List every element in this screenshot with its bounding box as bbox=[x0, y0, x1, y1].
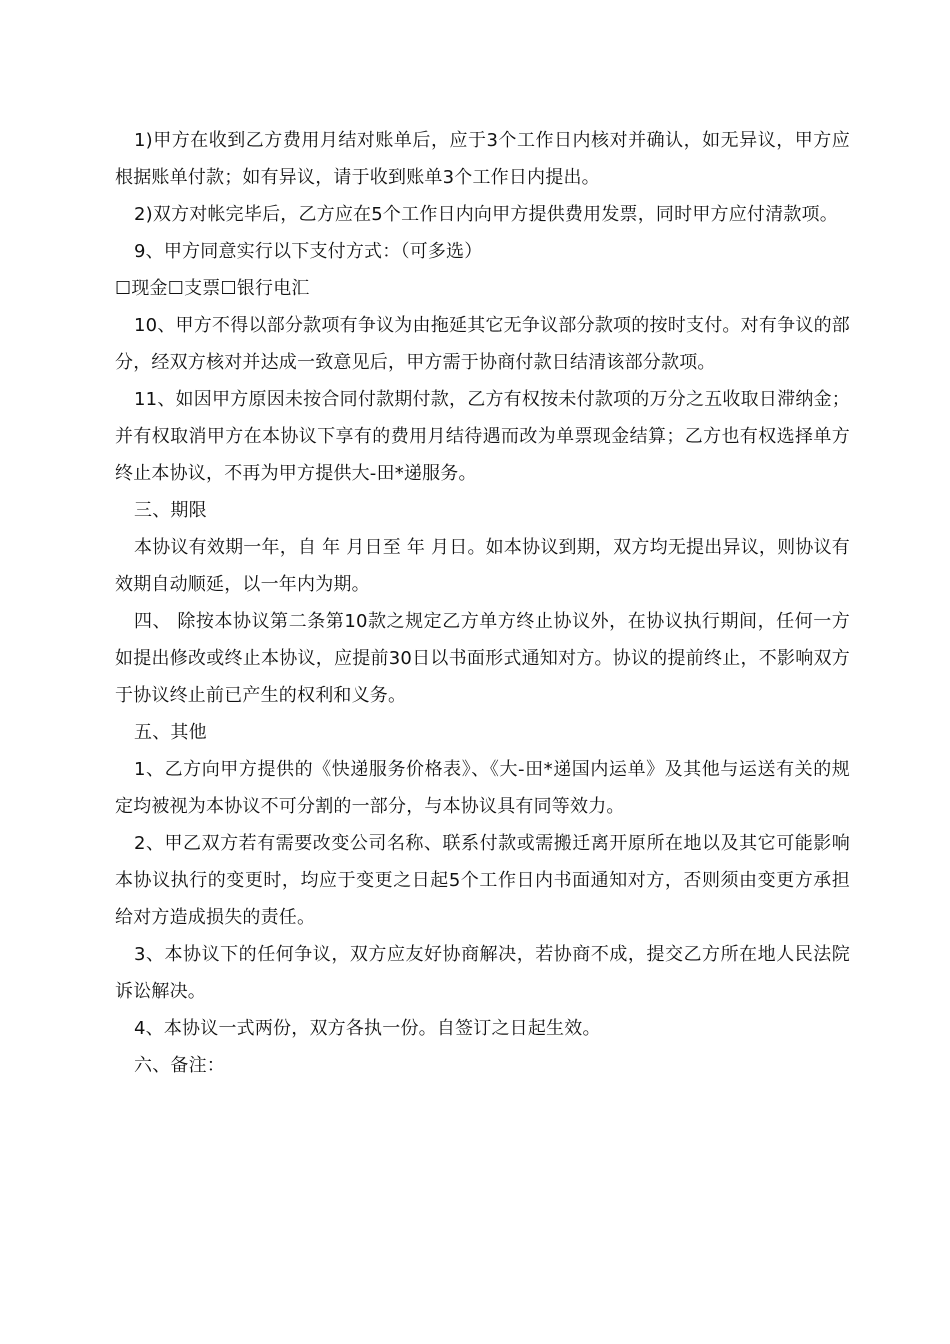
clause-8-1: 1)甲方在收到乙方费用月结对账单后，应于3个工作日内核对并确认，如无异议，甲方应根据账单付款；如有异议，请于收到账单3个工作日内提出。 bbox=[115, 130, 850, 188]
section-5-heading: 五、其他 bbox=[134, 722, 207, 743]
section-5-item-4: 4、本协议一式两份，双方各执一份。自签订之日起生效。 bbox=[134, 1018, 601, 1039]
clause-9: 9、甲方同意实行以下支付方式：（可多选） bbox=[134, 241, 483, 262]
section-3-text: 本协议有效期一年，自 年 月日至 年 月日。如本协议到期，双方均无提出异议，则协议有效期自动顺延，以一年内为期。 bbox=[115, 537, 850, 595]
section-3-heading: 三、期限 bbox=[134, 500, 207, 521]
section-5-item-1: 1、乙方向甲方提供的《快递服务价格表》、《大-田*递国内运单》及其他与运送有关的规定均被视为本协议不可分割的一部分，与本协议具有同等效力。 bbox=[115, 759, 850, 817]
section-5-item-2: 2、甲乙双方若有需要改变公司名称、联系付款或需搬迁离开原所在地以及其它可能影响本协议执行的变更时，均应于变更之日起5个工作日内书面通知对方，否则须由变更方承担给对方造成损失的责任。 bbox=[115, 833, 850, 928]
payment-options: ☐现金☐支票☐银行电汇 bbox=[115, 278, 310, 299]
clause-11: 11、如因甲方原因未按合同付款期付款，乙方有权按未付款项的万分之五收取日滞纳金；并有权取消甲方在本协议下享有的费用月结待遇而改为单票现金结算；乙方也有权选择单方终止本协议，不再为甲方提供大-田*递服务。 bbox=[115, 389, 850, 484]
document-body bbox=[115, 122, 850, 1084]
clause-10: 10、甲方不得以部分款项有争议为由拖延其它无争议部分款项的按时支付。对有争议的部分，经双方核对并达成一致意见后，甲方需于协商付款日结清该部分款项。 bbox=[115, 315, 850, 373]
clause-8-2: 2)双方对帐完毕后，乙方应在5个工作日内向甲方提供费用发票，同时甲方应付清款项。 bbox=[134, 204, 838, 225]
section-6-heading: 六、备注： bbox=[134, 1055, 225, 1076]
section-5-item-3: 3、本协议下的任何争议，双方应友好协商解决，若协商不成，提交乙方所在地人民法院诉讼解决。 bbox=[115, 944, 850, 1002]
section-4-text: 四、 除按本协议第二条第10款之规定乙方单方终止协议外，在协议执行期间，任何一方如提出修改或终止本协议，应提前30日以书面形式通知对方。协议的提前终止，不影响双方于协议终止前已产生的权利和义务。 bbox=[115, 611, 850, 706]
